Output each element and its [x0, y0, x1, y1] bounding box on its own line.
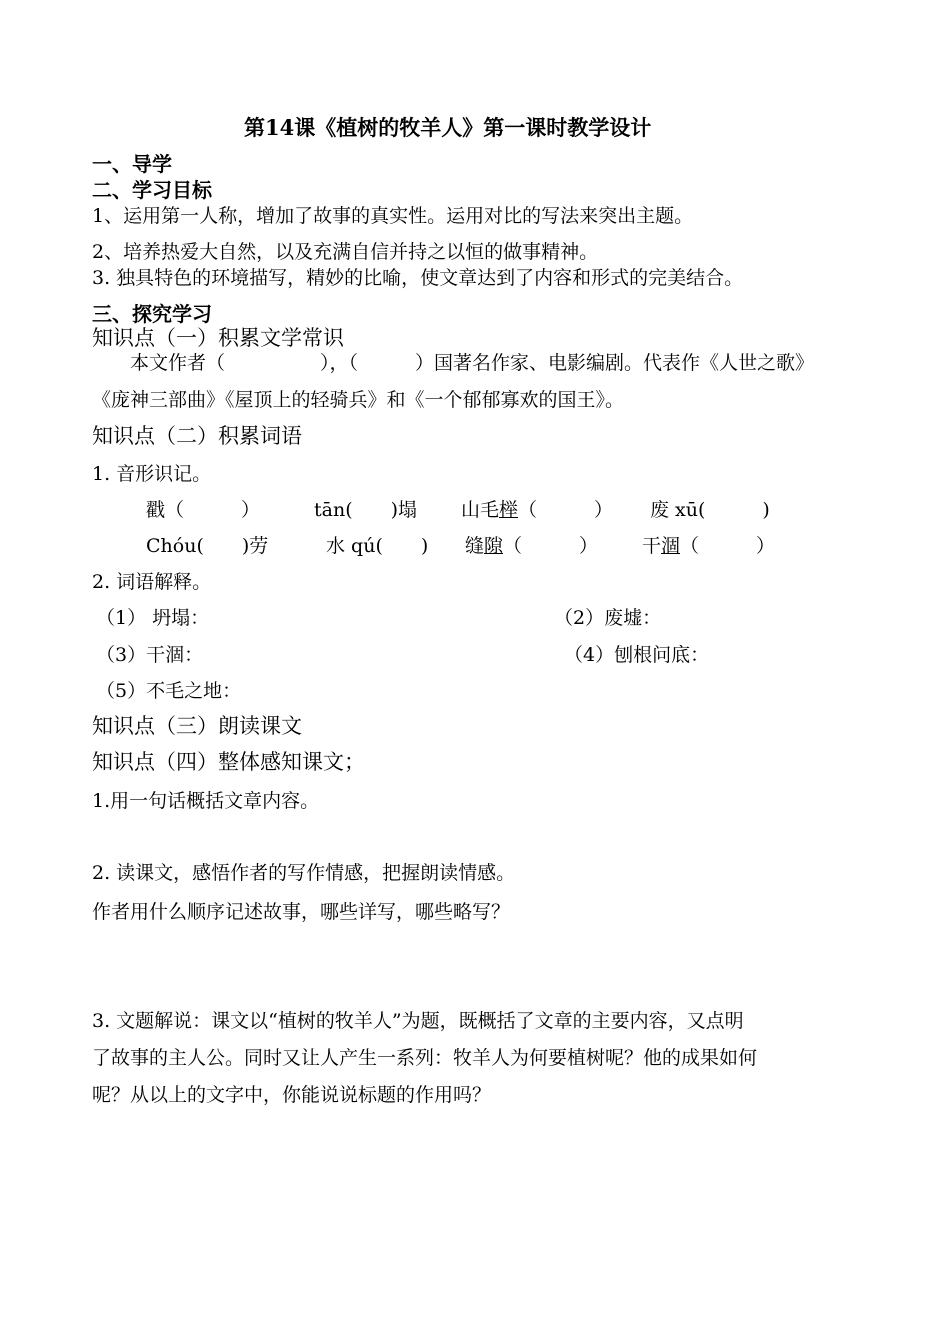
- question-2-followup: 作者用什么顺序记述故事，哪些详写，哪些略写？: [92, 901, 511, 923]
- char-item: 缝隙（ ）: [465, 535, 599, 557]
- goal-item-2: 2、培养热爱大自然，以及充满自信并持之以恒的做事精神。: [92, 241, 599, 263]
- question-3-line: 3. 文题解说：课文以“植树的牧羊人”为题，既概括了文章的主要内容，又点明: [92, 1010, 744, 1032]
- question-2: 2. 读课文，感悟作者的写作情感，把握朗读情感。: [92, 862, 516, 884]
- question-3-line: 呢？从以上的文字中，你能说说标题的作用吗？: [92, 1084, 492, 1106]
- knowledge-point-2-title: 知识点（二）积累词语: [92, 424, 302, 448]
- goal-item-1: 1、运用第一人称，增加了故事的真实性。运用对比的写法来突出主题。: [92, 205, 694, 227]
- char-item: 水 qú( ): [326, 535, 429, 557]
- knowledge-point-3-title: 知识点（三）朗读课文: [92, 714, 302, 738]
- works-line: 《庞神三部曲》《屋顶上的轻骑兵》和《一个郁郁寡欢的国王》。: [92, 389, 625, 411]
- pronunciation-subheading: 1. 音形识记。: [92, 463, 212, 485]
- page-title: 第14课《植树的牧羊人》第一课时教学设计: [244, 115, 652, 140]
- section-heading-goals: 二、学习目标: [92, 178, 212, 202]
- vocab-item: （1） 坍塌：: [96, 607, 210, 629]
- vocab-subheading: 2. 词语解释。: [92, 571, 212, 593]
- author-fill-line: 本文作者（ ），（ ）国著名作家、电影编剧。代表作《人世之歌》: [130, 352, 815, 374]
- vocab-item: （4）刨根问底：: [564, 644, 710, 666]
- vocab-item: （2）废墟：: [554, 607, 662, 629]
- char-item: 戳（ ）: [146, 499, 261, 521]
- vocab-item: （3）干涸：: [96, 644, 204, 666]
- char-item: 废 xū( ): [650, 499, 770, 521]
- goal-item-3: 3. 独具特色的环境描写，精妙的比喻，使文章达到了内容和形式的完美结合。: [92, 267, 744, 289]
- section-heading-inquiry: 三、探究学习: [92, 302, 212, 326]
- section-heading-guide: 一、导学: [92, 152, 172, 176]
- question-1: 1.用一句话概括文章内容。: [92, 790, 320, 812]
- vocab-item: （5）不毛之地：: [96, 680, 242, 702]
- knowledge-point-1-title: 知识点（一）积累文学常识: [92, 326, 344, 350]
- knowledge-point-4-title: 知识点（四）整体感知课文；: [92, 750, 365, 774]
- char-item: 山毛榉（ ）: [461, 499, 614, 521]
- char-item: Chóu( )劳: [146, 535, 269, 557]
- question-3-line: 了故事的主人公。同时又让人产生一系列：牧羊人为何要植树呢？他的成果如何: [92, 1047, 758, 1069]
- char-item: 干涸（ ）: [642, 535, 776, 557]
- char-item: tān( )塌: [314, 499, 418, 521]
